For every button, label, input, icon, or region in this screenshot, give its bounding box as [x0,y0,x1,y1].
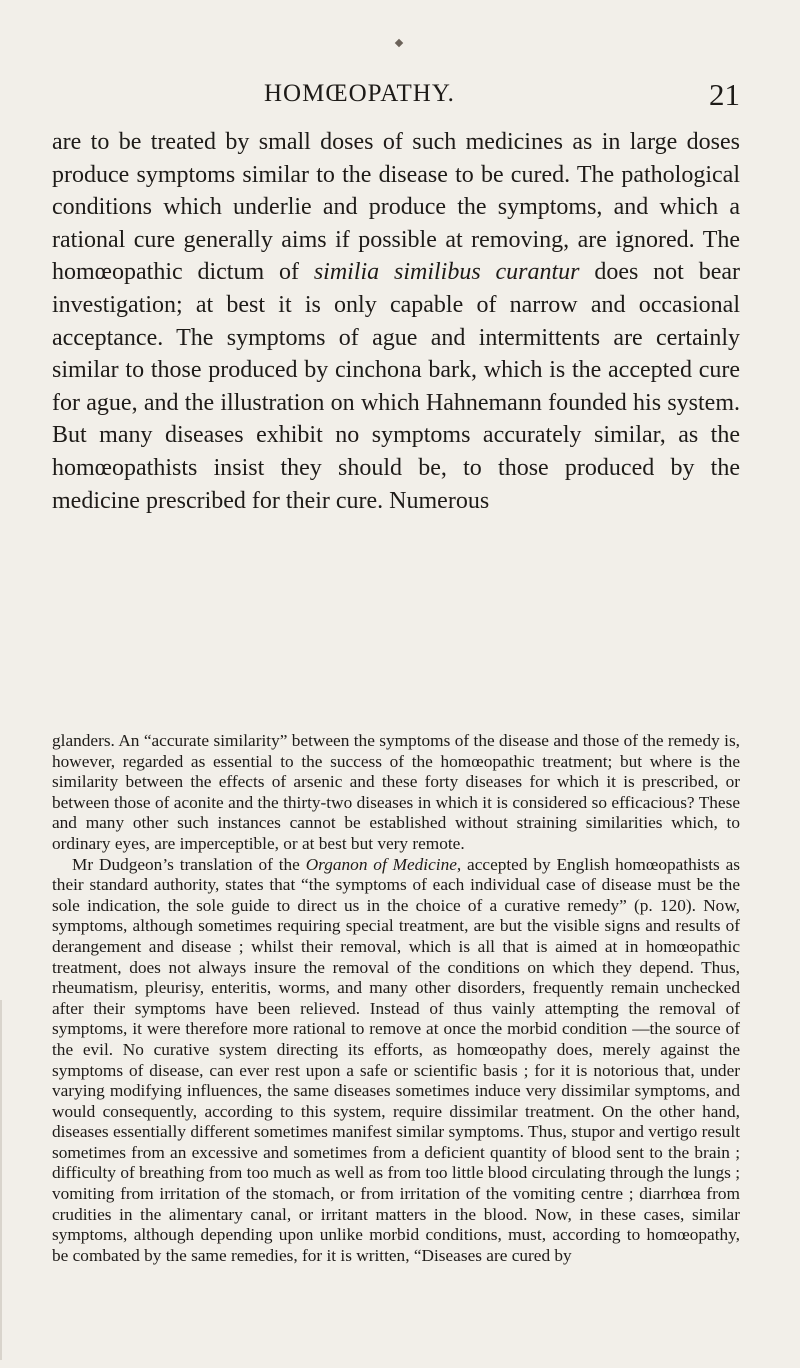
main-paragraph [52,126,740,517]
page-edge-shadow [0,1000,2,1360]
small-print-section [52,731,740,1266]
small-paragraph-2-text-a: Mr Dudgeon’s translation of the [72,854,306,874]
page-header [52,77,740,112]
small-paragraph-1: glanders. An “accurate similarity” between the symptoms of the disease and those of the remedy is, however, regarded as essential to the success of the homœopathic treatment; but where is the similarity between the effects of arsenic and these forty diseases for which it is prescribed, or between those of aconite and the thirty-two diseases in which it is considered so efficacious? These and many other such instances cannot be established without straining similarities which, to ordinary eyes, are imperceptible, or at best but very remote. [52,731,740,853]
small-paragraph-2-text-b: , accepted by English homœopathists as their standard authority, states that “the symptoms of each individual case of disease must be the sole indication, the sole guide to direct us in the choice of a curative remedy” (p. 120). Now, symptoms, although sometimes requiring special treatment, are but the visible signs and results of derangement and disease ; whilst their removal, which is all that is aimed at in homœopathic treatment, does not always insure the removal of the conditions on which they depend. Thus, rheumatism, pleurisy, enteritis, worms, and many other disorders, frequently remain unchecked after their symptoms have been relieved. Instead of thus vainly attempting the removal of symptoms, it were therefore more rational to remove at once the morbid condition —the source of the evil. No curative system directing its efforts, as homœopathy does, merely against the symptoms of disease, can ever rest upon a safe or scientific basis ; for it is notorious that, under varying modifying influences, the same diseases sometimes induce very dissimilar symptoms, and would consequently, according to this system, require dissimilar treatment. On the other hand, diseases essentially different sometimes manifest similar symptoms. Thus, stupor and vertigo result sometimes from an excessive and sometimes from a deficient quantity of blood sent to the brain ; difficulty of breathing from too much as well as from too little blood circulating through the lungs ; vomiting from irritation of the stomach, or from irritation of the vomiting centre ; diarrhœa from crudities in the alimentary canal, or irritant matters in the blood. Now, in these cases, similar symptoms, although depending upon unlike morbid conditions, must, according to homœopathy, be combated by the same remedies, for it is written, “Diseases are cured by [52,854,741,1265]
page-number: 21 [709,77,740,112]
running-title: HOMŒOPATHY. [264,80,455,107]
latin-dictum: similia similibus curantur [313,259,580,286]
main-paragraph-text-b: does not bear investigation; at best it is only capable of narrow and occasional acceptance. The symptoms of ague and intermittents are certainly similar to those produced by cinchona bark, which is the accepted cure for ague, and the illustration on which Hahnemann founded his system. But many diseases exhibit no symptoms accurately similar, as the homœopathists insist they should be, to those produced by the medicine prescribed for their cure. Numerous [52,259,740,514]
printer-mark-icon [395,39,403,47]
book-title-organon: Organon of Medicine [305,854,457,874]
main-paragraph-text-a: are to be treated by small doses of such medicines as in large doses produce symptoms similar to the disease to be cured. The pathological conditions which underlie and produce the symptoms, and which a rational cure generally aims if possible at removing, are ignored. The homœopathic dictum of [52,129,740,286]
small-paragraph-2 [52,855,740,1267]
